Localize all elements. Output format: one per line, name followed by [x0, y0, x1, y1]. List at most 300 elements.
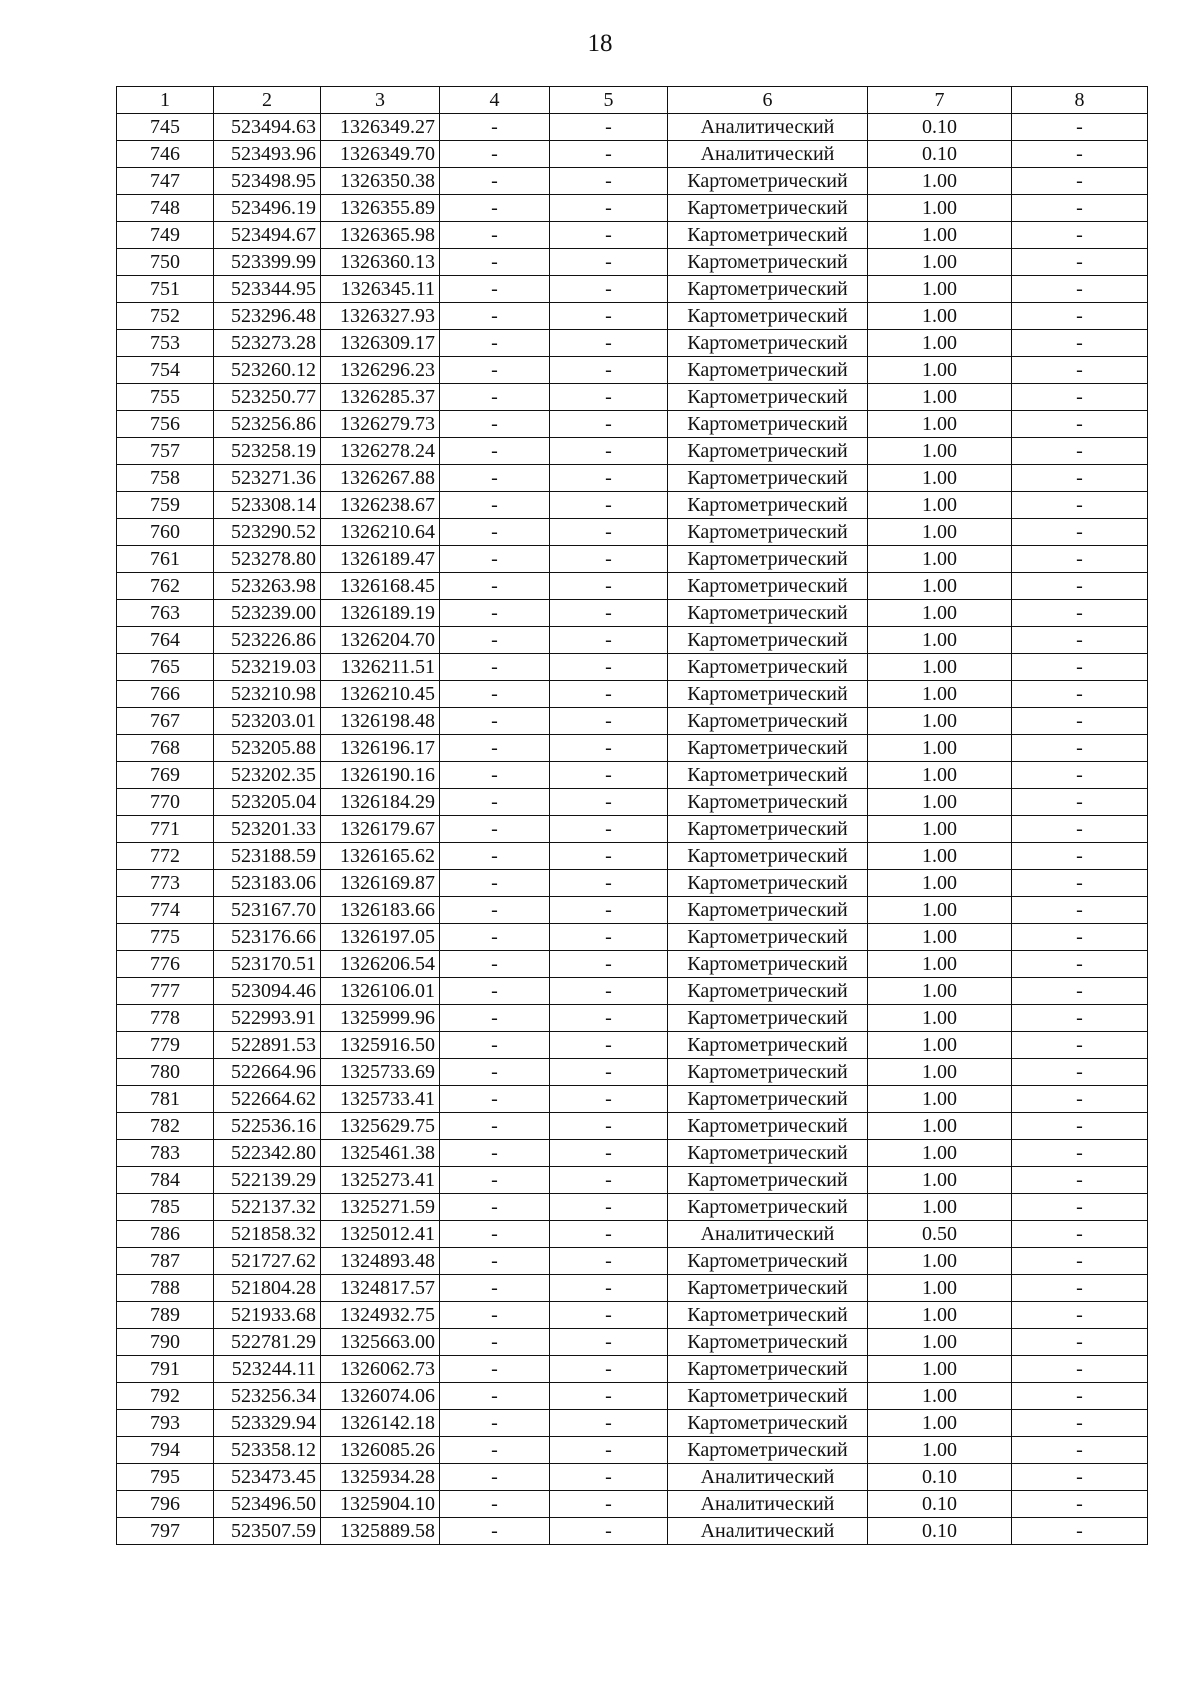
point-number-cell: 780 — [117, 1059, 214, 1086]
x-coordinate-cell: 523278.80 — [214, 546, 321, 573]
accuracy-cell: 1.00 — [868, 978, 1012, 1005]
table-row — [117, 330, 1148, 357]
table-row — [117, 222, 1148, 249]
table-row — [117, 924, 1148, 951]
accuracy-cell: 1.00 — [868, 816, 1012, 843]
col5-cell: - — [550, 1518, 668, 1545]
col8-cell: - — [1012, 654, 1148, 681]
col4-cell: - — [440, 438, 550, 465]
y-coordinate-cell: 1324817.57 — [321, 1275, 440, 1302]
point-number-cell: 747 — [117, 168, 214, 195]
col5-cell: - — [550, 1275, 668, 1302]
method-cell: Картометрический — [668, 897, 868, 924]
point-number-cell: 797 — [117, 1518, 214, 1545]
y-coordinate-cell: 1326183.66 — [321, 897, 440, 924]
x-coordinate-cell: 523496.19 — [214, 195, 321, 222]
col4-cell: - — [440, 330, 550, 357]
accuracy-cell: 1.00 — [868, 1032, 1012, 1059]
table-row — [117, 573, 1148, 600]
table-row — [117, 1221, 1148, 1248]
col4-cell: - — [440, 951, 550, 978]
col8-cell: - — [1012, 1032, 1148, 1059]
x-coordinate-cell: 523498.95 — [214, 168, 321, 195]
col4-cell: - — [440, 546, 550, 573]
table-row — [117, 654, 1148, 681]
x-coordinate-cell: 523256.34 — [214, 1383, 321, 1410]
table-row — [117, 1383, 1148, 1410]
x-coordinate-cell: 523256.86 — [214, 411, 321, 438]
y-coordinate-cell: 1326296.23 — [321, 357, 440, 384]
point-number-cell: 794 — [117, 1437, 214, 1464]
table-row — [117, 1140, 1148, 1167]
table-row — [117, 438, 1148, 465]
point-number-cell: 745 — [117, 114, 214, 141]
accuracy-cell: 1.00 — [868, 1329, 1012, 1356]
col4-cell: - — [440, 1059, 550, 1086]
point-number-cell: 766 — [117, 681, 214, 708]
x-coordinate-cell: 523244.11 — [214, 1356, 321, 1383]
point-number-cell: 792 — [117, 1383, 214, 1410]
point-number-cell: 791 — [117, 1356, 214, 1383]
accuracy-cell: 1.00 — [868, 1167, 1012, 1194]
x-coordinate-cell: 521933.68 — [214, 1302, 321, 1329]
col4-cell: - — [440, 303, 550, 330]
x-coordinate-cell: 523176.66 — [214, 924, 321, 951]
x-coordinate-cell: 523205.04 — [214, 789, 321, 816]
col8-cell: - — [1012, 1518, 1148, 1545]
col8-cell: - — [1012, 195, 1148, 222]
point-number-cell: 795 — [117, 1464, 214, 1491]
y-coordinate-cell: 1326190.16 — [321, 762, 440, 789]
x-coordinate-cell: 521804.28 — [214, 1275, 321, 1302]
col4-cell: - — [440, 1248, 550, 1275]
col5-cell: - — [550, 357, 668, 384]
method-cell: Картометрический — [668, 1086, 868, 1113]
col4-cell: - — [440, 1518, 550, 1545]
table-row — [117, 1248, 1148, 1275]
point-number-cell: 790 — [117, 1329, 214, 1356]
col8-cell: - — [1012, 519, 1148, 546]
method-cell: Картометрический — [668, 465, 868, 492]
col4-cell: - — [440, 1221, 550, 1248]
column-header: 5 — [550, 87, 668, 114]
x-coordinate-cell: 523239.00 — [214, 600, 321, 627]
table-row — [117, 546, 1148, 573]
method-cell: Картометрический — [668, 222, 868, 249]
x-coordinate-cell: 523260.12 — [214, 357, 321, 384]
col4-cell: - — [440, 1437, 550, 1464]
y-coordinate-cell: 1326189.19 — [321, 600, 440, 627]
col4-cell: - — [440, 708, 550, 735]
point-number-cell: 751 — [117, 276, 214, 303]
y-coordinate-cell: 1326309.17 — [321, 330, 440, 357]
accuracy-cell: 1.00 — [868, 276, 1012, 303]
point-number-cell: 775 — [117, 924, 214, 951]
col8-cell: - — [1012, 600, 1148, 627]
y-coordinate-cell: 1325934.28 — [321, 1464, 440, 1491]
col4-cell: - — [440, 654, 550, 681]
y-coordinate-cell: 1326211.51 — [321, 654, 440, 681]
method-cell: Картометрический — [668, 573, 868, 600]
col4-cell: - — [440, 735, 550, 762]
accuracy-cell: 1.00 — [868, 411, 1012, 438]
point-number-cell: 781 — [117, 1086, 214, 1113]
accuracy-cell: 1.00 — [868, 330, 1012, 357]
col8-cell: - — [1012, 114, 1148, 141]
method-cell: Картометрический — [668, 1005, 868, 1032]
table-row — [117, 762, 1148, 789]
point-number-cell: 782 — [117, 1113, 214, 1140]
x-coordinate-cell: 523273.28 — [214, 330, 321, 357]
col8-cell: - — [1012, 735, 1148, 762]
y-coordinate-cell: 1325904.10 — [321, 1491, 440, 1518]
method-cell: Картометрический — [668, 357, 868, 384]
accuracy-cell: 1.00 — [868, 546, 1012, 573]
method-cell: Аналитический — [668, 1464, 868, 1491]
col5-cell: - — [550, 141, 668, 168]
col4-cell: - — [440, 1329, 550, 1356]
col8-cell: - — [1012, 951, 1148, 978]
method-cell: Картометрический — [668, 1410, 868, 1437]
col8-cell: - — [1012, 1437, 1148, 1464]
col4-cell: - — [440, 141, 550, 168]
accuracy-cell: 1.00 — [868, 654, 1012, 681]
col4-cell: - — [440, 357, 550, 384]
table-row — [117, 168, 1148, 195]
point-number-cell: 788 — [117, 1275, 214, 1302]
point-number-cell: 774 — [117, 897, 214, 924]
accuracy-cell: 1.00 — [868, 1356, 1012, 1383]
col4-cell: - — [440, 789, 550, 816]
y-coordinate-cell: 1325733.69 — [321, 1059, 440, 1086]
x-coordinate-cell: 523329.94 — [214, 1410, 321, 1437]
x-coordinate-cell: 523202.35 — [214, 762, 321, 789]
column-header: 2 — [214, 87, 321, 114]
method-cell: Картометрический — [668, 600, 868, 627]
point-number-cell: 783 — [117, 1140, 214, 1167]
col8-cell: - — [1012, 1383, 1148, 1410]
method-cell: Картометрический — [668, 681, 868, 708]
accuracy-cell: 1.00 — [868, 1140, 1012, 1167]
col5-cell: - — [550, 222, 668, 249]
accuracy-cell: 1.00 — [868, 438, 1012, 465]
point-number-cell: 761 — [117, 546, 214, 573]
y-coordinate-cell: 1325629.75 — [321, 1113, 440, 1140]
col4-cell: - — [440, 897, 550, 924]
col8-cell: - — [1012, 1194, 1148, 1221]
col5-cell: - — [550, 168, 668, 195]
point-number-cell: 752 — [117, 303, 214, 330]
col4-cell: - — [440, 249, 550, 276]
y-coordinate-cell: 1326238.67 — [321, 492, 440, 519]
method-cell: Картометрический — [668, 870, 868, 897]
col8-cell: - — [1012, 1167, 1148, 1194]
col5-cell: - — [550, 1140, 668, 1167]
table-row — [117, 1329, 1148, 1356]
point-number-cell: 763 — [117, 600, 214, 627]
col8-cell: - — [1012, 1140, 1148, 1167]
point-number-cell: 758 — [117, 465, 214, 492]
method-cell: Картометрический — [668, 438, 868, 465]
x-coordinate-cell: 522664.96 — [214, 1059, 321, 1086]
col8-cell: - — [1012, 1329, 1148, 1356]
accuracy-cell: 1.00 — [868, 843, 1012, 870]
table-row — [117, 114, 1148, 141]
col8-cell: - — [1012, 897, 1148, 924]
col5-cell: - — [550, 546, 668, 573]
y-coordinate-cell: 1325889.58 — [321, 1518, 440, 1545]
col5-cell: - — [550, 330, 668, 357]
table-row — [117, 681, 1148, 708]
accuracy-cell: 1.00 — [868, 762, 1012, 789]
point-number-cell: 768 — [117, 735, 214, 762]
col4-cell: - — [440, 870, 550, 897]
point-number-cell: 757 — [117, 438, 214, 465]
point-number-cell: 749 — [117, 222, 214, 249]
col5-cell: - — [550, 1086, 668, 1113]
table-row — [117, 141, 1148, 168]
method-cell: Картометрический — [668, 492, 868, 519]
method-cell: Картометрический — [668, 195, 868, 222]
col8-cell: - — [1012, 1221, 1148, 1248]
col4-cell: - — [440, 627, 550, 654]
y-coordinate-cell: 1326062.73 — [321, 1356, 440, 1383]
col5-cell: - — [550, 465, 668, 492]
x-coordinate-cell: 523358.12 — [214, 1437, 321, 1464]
col5-cell: - — [550, 870, 668, 897]
x-coordinate-cell: 523258.19 — [214, 438, 321, 465]
col8-cell: - — [1012, 681, 1148, 708]
accuracy-cell: 1.00 — [868, 1059, 1012, 1086]
y-coordinate-cell: 1326074.06 — [321, 1383, 440, 1410]
method-cell: Картометрический — [668, 546, 868, 573]
y-coordinate-cell: 1326210.64 — [321, 519, 440, 546]
accuracy-cell: 1.00 — [868, 600, 1012, 627]
accuracy-cell: 1.00 — [868, 1302, 1012, 1329]
col4-cell: - — [440, 1464, 550, 1491]
method-cell: Аналитический — [668, 1518, 868, 1545]
point-number-cell: 767 — [117, 708, 214, 735]
col5-cell: - — [550, 303, 668, 330]
accuracy-cell: 1.00 — [868, 789, 1012, 816]
table-row — [117, 1113, 1148, 1140]
col4-cell: - — [440, 1383, 550, 1410]
method-cell: Картометрический — [668, 1302, 868, 1329]
point-number-cell: 771 — [117, 816, 214, 843]
col5-cell: - — [550, 411, 668, 438]
accuracy-cell: 1.00 — [868, 573, 1012, 600]
col5-cell: - — [550, 1059, 668, 1086]
table-row — [117, 357, 1148, 384]
y-coordinate-cell: 1326285.37 — [321, 384, 440, 411]
accuracy-cell: 1.00 — [868, 1437, 1012, 1464]
col4-cell: - — [440, 1086, 550, 1113]
accuracy-cell: 0.10 — [868, 141, 1012, 168]
method-cell: Картометрический — [668, 168, 868, 195]
y-coordinate-cell: 1325999.96 — [321, 1005, 440, 1032]
x-coordinate-cell: 523296.48 — [214, 303, 321, 330]
y-coordinate-cell: 1326204.70 — [321, 627, 440, 654]
col5-cell: - — [550, 384, 668, 411]
col8-cell: - — [1012, 384, 1148, 411]
point-number-cell: 787 — [117, 1248, 214, 1275]
column-header: 8 — [1012, 87, 1148, 114]
point-number-cell: 793 — [117, 1410, 214, 1437]
col5-cell: - — [550, 1383, 668, 1410]
table-row — [117, 1167, 1148, 1194]
method-cell: Картометрический — [668, 276, 868, 303]
x-coordinate-cell: 523263.98 — [214, 573, 321, 600]
x-coordinate-cell: 522536.16 — [214, 1113, 321, 1140]
accuracy-cell: 1.00 — [868, 951, 1012, 978]
y-coordinate-cell: 1326349.27 — [321, 114, 440, 141]
method-cell: Картометрический — [668, 708, 868, 735]
column-header: 6 — [668, 87, 868, 114]
method-cell: Картометрический — [668, 978, 868, 1005]
y-coordinate-cell: 1326184.29 — [321, 789, 440, 816]
method-cell: Картометрический — [668, 1113, 868, 1140]
accuracy-cell: 1.00 — [868, 384, 1012, 411]
col8-cell: - — [1012, 222, 1148, 249]
accuracy-cell: 1.00 — [868, 870, 1012, 897]
column-header: 7 — [868, 87, 1012, 114]
point-number-cell: 770 — [117, 789, 214, 816]
col4-cell: - — [440, 465, 550, 492]
col8-cell: - — [1012, 1113, 1148, 1140]
col5-cell: - — [550, 1356, 668, 1383]
table-row — [117, 843, 1148, 870]
col4-cell: - — [440, 1167, 550, 1194]
col4-cell: - — [440, 1356, 550, 1383]
y-coordinate-cell: 1326179.67 — [321, 816, 440, 843]
x-coordinate-cell: 523219.03 — [214, 654, 321, 681]
col4-cell: - — [440, 978, 550, 1005]
table-row — [117, 816, 1148, 843]
method-cell: Картометрический — [668, 1059, 868, 1086]
point-number-cell: 759 — [117, 492, 214, 519]
method-cell: Картометрический — [668, 330, 868, 357]
y-coordinate-cell: 1325461.38 — [321, 1140, 440, 1167]
col5-cell: - — [550, 276, 668, 303]
accuracy-cell: 1.00 — [868, 195, 1012, 222]
col5-cell: - — [550, 1194, 668, 1221]
table-row — [117, 870, 1148, 897]
col8-cell: - — [1012, 1059, 1148, 1086]
col5-cell: - — [550, 1410, 668, 1437]
x-coordinate-cell: 522137.32 — [214, 1194, 321, 1221]
col4-cell: - — [440, 1302, 550, 1329]
table-row — [117, 1464, 1148, 1491]
accuracy-cell: 1.00 — [868, 1410, 1012, 1437]
method-cell: Картометрический — [668, 924, 868, 951]
x-coordinate-cell: 521858.32 — [214, 1221, 321, 1248]
table-row — [117, 384, 1148, 411]
col5-cell: - — [550, 249, 668, 276]
y-coordinate-cell: 1326360.13 — [321, 249, 440, 276]
method-cell: Картометрический — [668, 1140, 868, 1167]
col5-cell: - — [550, 789, 668, 816]
column-header: 1 — [117, 87, 214, 114]
point-number-cell: 754 — [117, 357, 214, 384]
y-coordinate-cell: 1325273.41 — [321, 1167, 440, 1194]
col5-cell: - — [550, 1221, 668, 1248]
accuracy-cell: 1.00 — [868, 1383, 1012, 1410]
y-coordinate-cell: 1326085.26 — [321, 1437, 440, 1464]
method-cell: Картометрический — [668, 816, 868, 843]
col8-cell: - — [1012, 1275, 1148, 1302]
point-number-cell: 755 — [117, 384, 214, 411]
method-cell: Картометрический — [668, 1329, 868, 1356]
y-coordinate-cell: 1326345.11 — [321, 276, 440, 303]
x-coordinate-cell: 522664.62 — [214, 1086, 321, 1113]
col5-cell: - — [550, 924, 668, 951]
point-number-cell: 776 — [117, 951, 214, 978]
point-number-cell: 765 — [117, 654, 214, 681]
point-number-cell: 750 — [117, 249, 214, 276]
method-cell: Картометрический — [668, 789, 868, 816]
col8-cell: - — [1012, 438, 1148, 465]
col5-cell: - — [550, 627, 668, 654]
accuracy-cell: 1.00 — [868, 357, 1012, 384]
column-header: 4 — [440, 87, 550, 114]
point-number-cell: 756 — [117, 411, 214, 438]
table-row — [117, 276, 1148, 303]
y-coordinate-cell: 1326365.98 — [321, 222, 440, 249]
table-row — [117, 627, 1148, 654]
col4-cell: - — [440, 195, 550, 222]
col5-cell: - — [550, 438, 668, 465]
col5-cell: - — [550, 951, 668, 978]
col4-cell: - — [440, 519, 550, 546]
table-row — [117, 789, 1148, 816]
table-row — [117, 195, 1148, 222]
coordinates-table — [116, 86, 1148, 1545]
col4-cell: - — [440, 384, 550, 411]
col4-cell: - — [440, 411, 550, 438]
x-coordinate-cell: 523271.36 — [214, 465, 321, 492]
col5-cell: - — [550, 762, 668, 789]
col8-cell: - — [1012, 1086, 1148, 1113]
x-coordinate-cell: 523250.77 — [214, 384, 321, 411]
x-coordinate-cell: 523494.67 — [214, 222, 321, 249]
col5-cell: - — [550, 978, 668, 1005]
table-row — [117, 249, 1148, 276]
y-coordinate-cell: 1325663.00 — [321, 1329, 440, 1356]
table-row — [117, 708, 1148, 735]
y-coordinate-cell: 1325012.41 — [321, 1221, 440, 1248]
point-number-cell: 796 — [117, 1491, 214, 1518]
col5-cell: - — [550, 1437, 668, 1464]
col4-cell: - — [440, 1194, 550, 1221]
table-header-row — [117, 87, 1148, 114]
accuracy-cell: 1.00 — [868, 1275, 1012, 1302]
accuracy-cell: 1.00 — [868, 222, 1012, 249]
accuracy-cell: 1.00 — [868, 492, 1012, 519]
method-cell: Картометрический — [668, 1167, 868, 1194]
col8-cell: - — [1012, 357, 1148, 384]
y-coordinate-cell: 1325733.41 — [321, 1086, 440, 1113]
col5-cell: - — [550, 816, 668, 843]
col5-cell: - — [550, 897, 668, 924]
method-cell: Картометрический — [668, 1248, 868, 1275]
y-coordinate-cell: 1326279.73 — [321, 411, 440, 438]
col8-cell: - — [1012, 1005, 1148, 1032]
col4-cell: - — [440, 1140, 550, 1167]
table-row — [117, 1194, 1148, 1221]
col4-cell: - — [440, 762, 550, 789]
y-coordinate-cell: 1326189.47 — [321, 546, 440, 573]
table-row — [117, 951, 1148, 978]
